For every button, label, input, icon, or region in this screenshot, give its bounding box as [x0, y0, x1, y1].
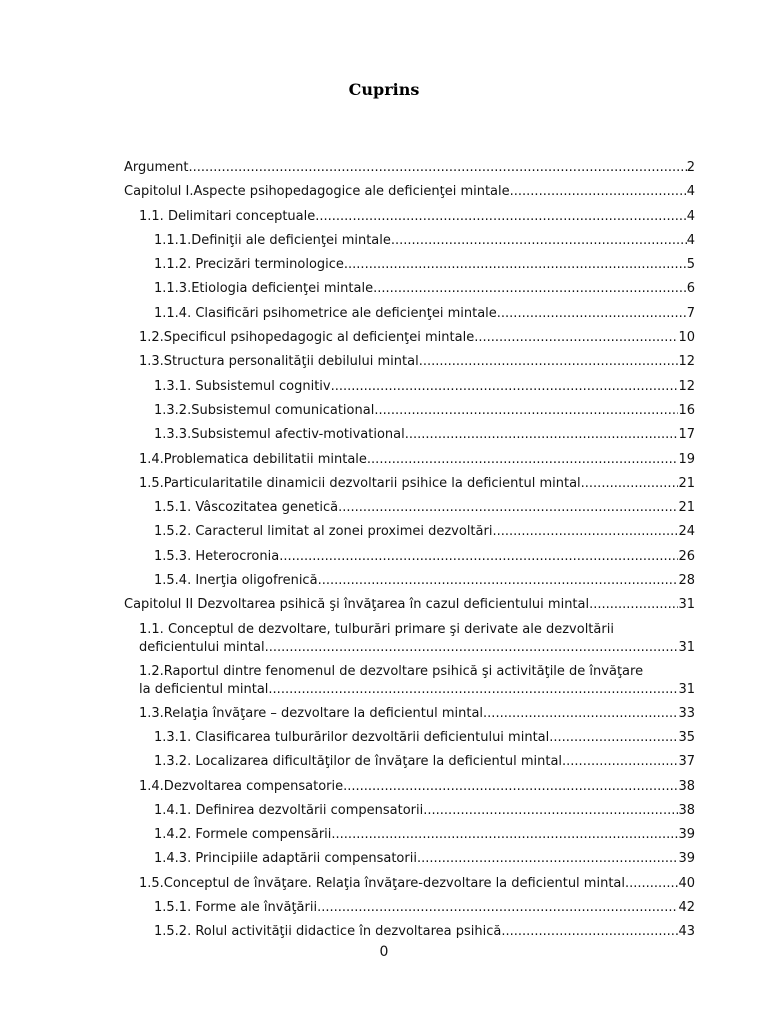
table-of-contents: [124, 156, 695, 945]
toc-page-number: 26: [678, 548, 695, 564]
toc-entry: [124, 205, 695, 229]
dot-leader: [343, 775, 678, 799]
toc-page-number: 39: [678, 827, 695, 843]
toc-entry: [124, 520, 695, 544]
toc-entry: [124, 872, 695, 896]
toc-page-number: 17: [678, 427, 695, 443]
toc-entry-text: 1.3.Relaţia învăţare – dezvoltare la deficientul mintal: [139, 705, 484, 721]
toc-entry: [124, 823, 695, 847]
toc-entry: [124, 545, 695, 569]
dot-leader: [391, 229, 687, 253]
dot-leader: [589, 593, 678, 617]
toc-page-number: 28: [678, 573, 695, 589]
toc-entry: [124, 618, 695, 660]
dot-leader: [581, 472, 679, 496]
toc-entry: [124, 702, 695, 726]
toc-page-number: 7: [686, 305, 695, 321]
toc-page-number: 12: [678, 354, 695, 370]
toc-entry-text: 1.1. Delimitari conceptuale: [139, 208, 316, 224]
toc-page-number: 38: [678, 802, 695, 818]
dot-leader: [317, 896, 678, 920]
toc-page-number: 43: [678, 924, 695, 940]
toc-entry: [124, 660, 695, 702]
toc-entry-text: 1.3.3.Subsistemul afectiv-motivational: [154, 427, 405, 443]
toc-page-number: 39: [678, 851, 695, 867]
toc-entry-text: 1.3.1. Subsistemul cognitiv: [154, 378, 331, 394]
toc-page-number: 24: [678, 524, 695, 540]
dot-leader: [331, 375, 679, 399]
dot-leader: [405, 423, 679, 447]
toc-page-number: 16: [678, 402, 695, 418]
toc-entry: [124, 350, 695, 374]
toc-entry-text: 1.2.Raportul dintre fenomenul de dezvoltare psihică şi activităţile de învăţare: [139, 663, 644, 679]
toc-entry-text: 1.3.2.Subsistemul comunicational: [154, 402, 375, 418]
toc-page-number: 12: [678, 378, 695, 394]
toc-page-number: 37: [678, 754, 695, 770]
dot-leader: [338, 496, 678, 520]
toc-page-number: 21: [678, 475, 695, 491]
dot-leader: [474, 326, 678, 350]
toc-entry: [124, 180, 695, 204]
dot-leader: [549, 726, 678, 750]
toc-entry-text: 1.3.1. Clasificarea tulburărilor dezvoltării deficientului mintal: [154, 729, 550, 745]
toc-entry: [124, 496, 695, 520]
toc-page-number: 35: [678, 729, 695, 745]
toc-entry-text: 1.2.Specificul psihopedagogic al deficienţei mintale: [139, 330, 475, 346]
toc-entry-text: 1.5.1. Vâscozitatea genetică: [154, 500, 339, 516]
dot-leader: [510, 180, 687, 204]
toc-entry-text: 1.4.Problematica debilitatii mintale: [139, 451, 367, 467]
toc-entry-text: 1.3.Structura personalităţii debilului mintal: [139, 354, 419, 370]
toc-entry: [124, 253, 695, 277]
toc-entry-text: 1.4.Dezvoltarea compensatorie: [139, 778, 344, 794]
toc-entry-text: 1.5.1. Forme ale învăţării: [154, 900, 318, 916]
toc-entry-text: 1.5.2. Caracterul limitat al zonei proximei dezvoltări: [154, 524, 493, 540]
toc-entry-text: 1.5.Conceptul de învăţare. Relaţia învăţare-dezvoltare la deficientul mintal: [139, 875, 625, 891]
toc-entry: [124, 726, 695, 750]
toc-entry-text: 1.4.1. Definirea dezvoltării compensatorii: [154, 802, 424, 818]
toc-entry: [124, 472, 695, 496]
dot-leader: [331, 823, 678, 847]
toc-page-number: 31: [678, 681, 695, 697]
toc-entry: [124, 593, 695, 617]
toc-entry-text: 1.1.3.Etiologia deficienţei mintale: [154, 281, 374, 297]
toc-entry-text-continued: la deficientul mintal: [139, 681, 269, 697]
toc-page-number: 4: [686, 208, 695, 224]
toc-page-number: 4: [686, 184, 695, 200]
toc-entry: [124, 775, 695, 799]
toc-page-number: 31: [678, 597, 695, 613]
toc-entry-text: Capitolul II Dezvoltarea psihică şi învăţarea în cazul deficientului mintal: [124, 597, 590, 613]
dot-leader: [423, 799, 678, 823]
dot-leader: [501, 920, 678, 944]
toc-entry-text: 1.3.2. Localizarea dificultăţilor de învăţare la deficientul mintal: [154, 754, 563, 770]
toc-entry: [124, 277, 695, 301]
page-number: 0: [379, 944, 389, 960]
toc-page-number: 38: [678, 778, 695, 794]
toc-page-number: 6: [686, 281, 695, 297]
toc-entry-text: 1.1.4. Clasificări psihometrice ale deficienţei mintale: [154, 305, 497, 321]
toc-page-number: 5: [686, 257, 695, 273]
toc-entry: [124, 229, 695, 253]
toc-entry-text: 1.4.2. Formele compensării: [154, 827, 332, 843]
toc-entry: [124, 799, 695, 823]
toc-entry: [124, 302, 695, 326]
dot-leader: [374, 399, 678, 423]
dot-leader: [367, 448, 679, 472]
toc-entry-text: Argument: [124, 160, 189, 175]
dot-leader: [265, 639, 679, 657]
toc-entry-text: 1.1.1.Definiţii ale deficienţei mintale: [154, 232, 391, 248]
toc-entry: [124, 896, 695, 920]
toc-entry: [124, 423, 695, 447]
dot-leader: [268, 681, 678, 699]
dot-leader: [562, 750, 678, 774]
toc-page-number: 42: [678, 900, 695, 916]
toc-entry: [124, 847, 695, 871]
dot-leader: [417, 847, 679, 871]
toc-entry-text: 1.5.4. Inerţia oligofrenică: [154, 573, 318, 589]
toc-entry: [124, 399, 695, 423]
toc-page-number: 31: [678, 639, 695, 655]
toc-entry-text: 1.1. Conceptul de dezvoltare, tulburări primare şi derivate ale dezvoltării: [139, 621, 614, 637]
toc-entry: [124, 448, 695, 472]
toc-page-number: 19: [678, 451, 695, 467]
toc-page-number: 2: [686, 160, 695, 175]
toc-page-number: 40: [678, 875, 695, 891]
toc-entry-text: 1.5.2. Rolul activităţii didactice în dezvoltarea psihică: [154, 924, 502, 940]
toc-page-number: 21: [678, 500, 695, 516]
page-title: Cuprins: [348, 80, 420, 99]
dot-leader: [625, 872, 678, 896]
dot-leader: [344, 253, 687, 277]
toc-entry: [124, 326, 695, 350]
dot-leader: [279, 545, 678, 569]
toc-entry-text: 1.5.Particularitatile dinamicii dezvoltarii psihice la deficientul mintal: [139, 475, 581, 491]
toc-entry: [124, 750, 695, 774]
toc-entry-text: 1.1.2. Precizări terminologice: [154, 257, 344, 273]
toc-page-number: 10: [678, 330, 695, 346]
dot-leader: [483, 702, 678, 726]
dot-leader: [492, 520, 678, 544]
dot-leader: [373, 277, 687, 301]
dot-leader: [189, 156, 687, 180]
dot-leader: [419, 350, 679, 374]
toc-entry-text: 1.4.3. Principiile adaptării compensatorii: [154, 851, 417, 867]
toc-entry: [124, 375, 695, 399]
toc-entry: [124, 156, 695, 180]
toc-entry: [124, 920, 695, 944]
toc-entry: [124, 569, 695, 593]
dot-leader: [318, 569, 679, 593]
toc-page-number: 33: [678, 705, 695, 721]
dot-leader: [315, 205, 686, 229]
toc-entry-text-continued: deficientului mintal: [139, 639, 265, 655]
toc-entry-text: Capitolul I.Aspecte psihopedagogice ale deficienţei mintale: [124, 184, 510, 200]
toc-entry-text: 1.5.3. Heterocronia: [154, 548, 280, 564]
toc-page-number: 4: [686, 232, 695, 248]
dot-leader: [497, 302, 687, 326]
